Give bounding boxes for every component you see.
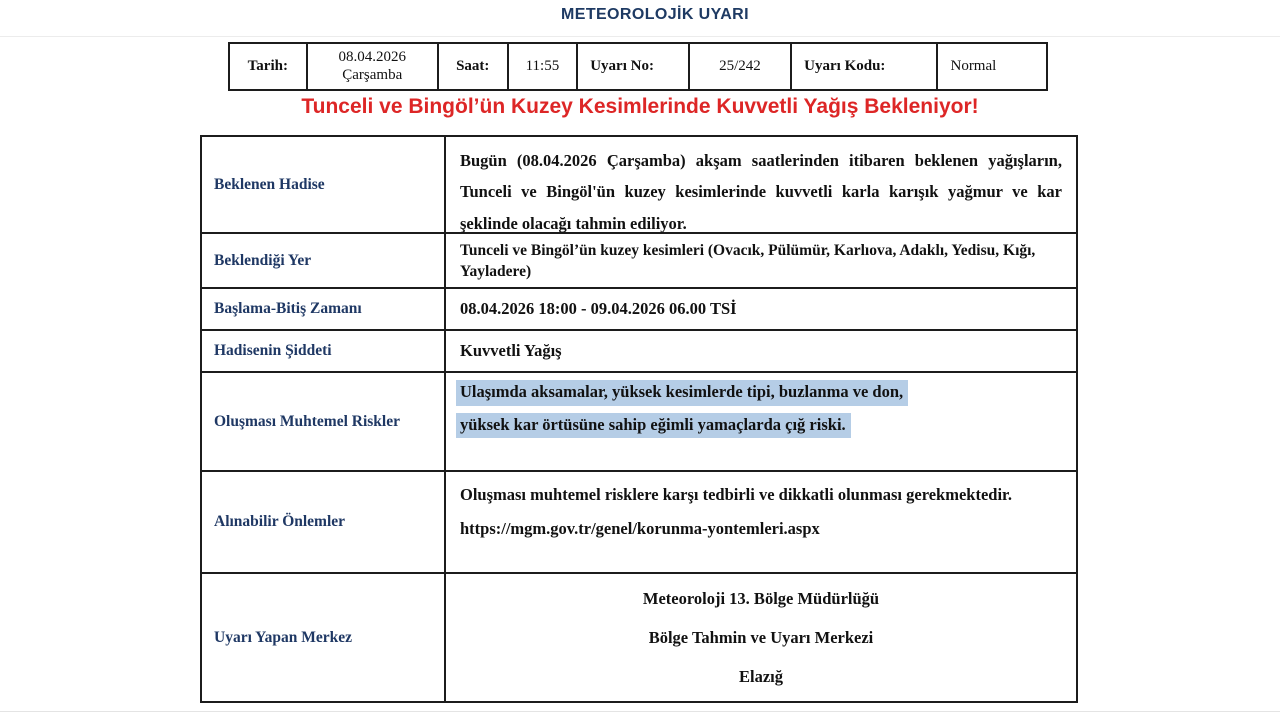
time-value: 11:55 (509, 44, 579, 89)
page-title: METEOROLOJİK UYARI (561, 6, 749, 23)
table-row (202, 287, 1076, 329)
table-row (202, 137, 1076, 232)
warning-code-label: Uyarı Kodu: (792, 44, 938, 89)
issuing-center-line-2: Bölge Tahmin ve Uyarı Merkezi (648, 627, 874, 647)
warning-headline: Tunceli ve Bingöl’ün Kuzey Kesimlerinde Kuvvetli Yağış Bekleniyor! (301, 95, 979, 118)
issuing-center-label: Uyarı Yapan Merkez (202, 574, 446, 701)
table-row (202, 371, 1076, 470)
table-row (202, 572, 1076, 701)
date-value (308, 44, 439, 89)
date-value-stack (339, 49, 407, 84)
risk-highlight-line-2: yüksek kar örtüsüne sahip eğimli yamaçlarda çığ riski. (456, 413, 851, 439)
warning-detail-table (200, 135, 1078, 703)
precautions-text (446, 472, 1076, 572)
page-edge-line-top (0, 36, 1280, 37)
expected-place-text: Tunceli ve Bingöl’ün kuzey kesimleri (Ovacık, Pülümür, Karlıova, Adaklı, Yedisu, Kığı, Yayladere) (460, 242, 1036, 280)
date-value-date: 08.04.2026 (338, 49, 407, 66)
warning-code-value: Normal (950, 58, 997, 74)
date-label: Tarih: (230, 44, 308, 89)
info-table (228, 42, 1048, 91)
event-severity-label: Hadisenin Şiddeti (202, 331, 446, 371)
precautions-sentence: Oluşması muhtemel risklere karşı tedbirli ve dikkatli olunması gerekmektedir. (460, 485, 1012, 504)
expected-place-label: Beklendiği Yer (202, 234, 446, 287)
warning-number-value: 25/242 (690, 44, 792, 89)
issuing-center-line-1: Meteoroloji 13. Bölge Müdürlüğü (642, 588, 880, 608)
table-row (202, 329, 1076, 371)
possible-risks-text (446, 373, 1076, 470)
possible-risks-label: Oluşması Muhtemel Riskler (202, 373, 446, 470)
expected-event-label: Beklenen Hadise (202, 137, 446, 232)
warning-number-label: Uyarı No: (578, 44, 689, 89)
start-end-time-label: Başlama-Bitiş Zamanı (202, 289, 446, 329)
issuing-center-text (446, 574, 1076, 701)
event-severity-text: Kuvvetli Yağış (460, 341, 562, 360)
expected-event-text: Bugün (08.04.2026 Çarşamba) akşam saatlerinden itibaren beklenen yağışların, Tunceli ve Bingöl'ün kuzey kesimlerinde kuvvetli karla karışık yağmur ve kar şeklinde olacağı tahmin ediliyor. (460, 151, 1062, 233)
time-label: Saat: (439, 44, 509, 89)
precautions-label: Alınabilir Önlemler (202, 472, 446, 572)
issuing-center-line-3: Elazığ (739, 666, 783, 686)
table-row (202, 232, 1076, 287)
risk-highlight-line-1: Ulaşımda aksamalar, yüksek kesimlerde tipi, buzlanma ve don, (456, 380, 908, 406)
page-edge-line-bottom (0, 711, 1280, 712)
table-row (202, 470, 1076, 572)
date-value-day: Çarşamba (342, 66, 403, 83)
start-end-time-text: 08.04.2026 18:00 - 09.04.2026 06.00 TSİ (460, 299, 737, 318)
precautions-url: https://mgm.gov.tr/genel/korunma-yontemleri.aspx (460, 519, 820, 538)
